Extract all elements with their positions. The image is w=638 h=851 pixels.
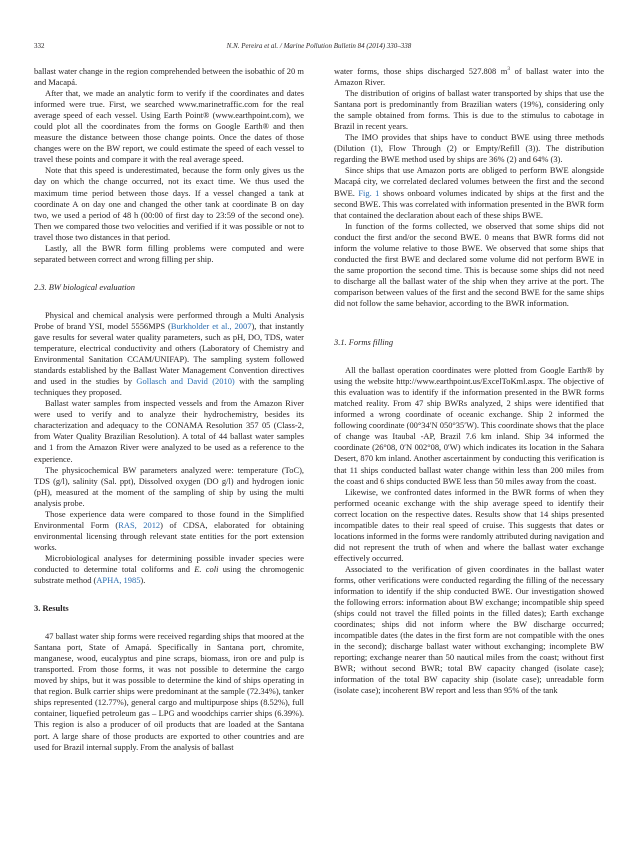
text: shows onboard volumes indicated by ships at the first and the second BWE. This was correlated with information presented in the BWR form that contained the declaration about each of these ships BWE. bbox=[334, 187, 604, 220]
text: using the chromogenic substrate method ( bbox=[34, 563, 304, 586]
citation-link[interactable]: Gollasch and David (2010) bbox=[136, 376, 235, 387]
section-heading-3: 3. Results bbox=[34, 603, 69, 614]
paragraph: Lastly, all the BWR form filling problems were computed and were separated between correct and wrong filling per ship. bbox=[34, 242, 304, 264]
text: water forms, those ships discharged 527.808 m bbox=[334, 66, 508, 76]
running-header bbox=[34, 40, 604, 52]
paragraph bbox=[334, 165, 604, 220]
paragraph: After that, we made an analytic form to verify if the coordinates and dates informed were true. First, we searched www.marinetraffic.com for the real average speed of each vessel. Using Earth Point® (www.earthpoint.com), we could plot all the coordinates from the forms on Google Earth® and then measure the distance between those change points. Once the dates of those changes were on the BW report, we could estimate the speed of each vessel to travel these points and compare it with the real average speed. bbox=[34, 88, 304, 165]
paragraph bbox=[34, 509, 304, 553]
journal-reference: N.N. Pereira et al. / Marine Pollution Bulletin 84 (2014) 330–338 bbox=[226, 42, 412, 50]
text: ). bbox=[140, 575, 146, 586]
paragraph bbox=[34, 553, 304, 586]
paragraph: 47 ballast water ship forms were received regarding ships that moored at the Santana port, State of Amapá. Specifically in Santana port, chromite, manganese, wood, eucalyptus and pine scraps, biomass, iron ore and pulp is transported. From those forms, it was not possible to determine the cargo moved by ships, but it was possible to determine the kind of ships operating in that region. Bulk carrier ships were predominant at the sample (72.34%), tanker ships represented (12.77%), general cargo and multipurpose ships (8.52%), full container, liquefied petroleum gas – LPG and woodchips carrier ships (6.39%). This region is also a producer of oil products that are loaded at the Santana port. A large share of those products are exported to other countries and are used for Brazil internal supply. From the analysis of ballast bbox=[34, 631, 304, 752]
citation-link[interactable]: RAS, 2012 bbox=[118, 519, 161, 530]
page-number: 332 bbox=[34, 42, 45, 50]
paragraph: The distribution of origins of ballast water transported by ships that use the Santana port is predominantly from Brazilian waters (19%), considering only the sample obtained from forms. This is due to the stimulus to cabotage in Brazil in recent years. bbox=[334, 88, 604, 132]
text: Physical and chemical analysis were performed through a Multi Analysis Probe of brand YSI, model 5556MPS ( bbox=[34, 309, 304, 331]
text: ), that instantly gave results for several water quality parameters, such as pH, DO, TDS, water temperature, electrical conductivity and others (Laboratory of Chemistry and Environmental Sanitation CCAM/UNIFAP). The sampling system followed standards established by the Ballast Water Management Convention directives and used in the studies by bbox=[34, 320, 305, 387]
paragraph bbox=[334, 66, 604, 88]
section-heading-2-3: 2.3. BW biological evaluation bbox=[34, 281, 135, 292]
section-heading-3-1: 3.1. Forms filling bbox=[334, 337, 394, 348]
right-column bbox=[334, 66, 604, 696]
citation-link[interactable]: Burkholder et al., 2007 bbox=[170, 320, 252, 331]
text: of ballast water into the Amazon River. bbox=[334, 66, 604, 88]
citation-link[interactable]: APHA, 1985 bbox=[96, 575, 141, 586]
paragraph: In function of the forms collected, we observed that some ships did not conduct the first and/or the second BWE. 0 means that BWR forms did not inform the volume relative to those BWE. We observed that some ships that conducted the first BWE and declared some volume did not perform BWE in the same proportion the second time. This is because some ships did not need to discharge all the ballast water of the ship when they arrive at the port. The comparison between values of the first and the second BWE for the same ships did not follow the same behavior, according to the BWR information. bbox=[334, 220, 604, 308]
italic-text: E. coli bbox=[194, 563, 219, 574]
paragraph: ballast water change in the region comprehended between the isobathic of 20 m and Macapá. bbox=[34, 66, 304, 88]
paragraph: The physicochemical BW parameters analyzed were: temperature (ToC), TDS (g/l), salinity (Sal. ppt), Dissolved oxygen (DO g/l) and hydrogen ionic (pH), measured at the moment of the sampling of ship by using the multi analysis probe. bbox=[34, 464, 304, 508]
text: Microbiological analyses for determining possible invader species were conducted to determine total coliforms and bbox=[34, 552, 304, 574]
paragraph bbox=[34, 310, 304, 398]
text: Those experience data were compared to those found in the Simplified Environmental Form ( bbox=[34, 508, 304, 530]
left-column bbox=[34, 66, 304, 753]
paragraph: Ballast water samples from inspected vessels and from the Amazon River were used to verify and to analyze their hydrochemistry, besides its characterization and adequacy to the CONAMA Resolution 357 05 (Class-2, from Water Quality Brazilian Resolution). A total of 44 ballast water samples and 1 from the Amazon River were analyzed to be used as a reference to the experience. bbox=[34, 398, 304, 464]
paragraph: Likewise, we confronted dates informed in the BWR forms of when they performed oceanic exchange with the ship average speed to identify their correct location on the respective dates. Results show that 14 ships presented incompatible dates to their real speed of cruise. This suggests that dates or locations informed in the forms were randomly attributed during navigation and did not represent the truth of when and where the ballast water exchange effectively occurred. bbox=[334, 486, 604, 563]
text: with the sampling techniques they proposed. bbox=[34, 376, 304, 398]
paragraph: All the ballast operation coordinates were plotted from Google Earth® by using the website http://www.earthpoint.us/ExcelToKml.aspx. The objective of this evaluation was to identify if the information presented in the BWR forms matched reality. From 47 ship BWRs analyzed, 2 ships were identified that informed a wrong coordinate of oceanic exchange. Ship 2 informed the following coordinate (00°34′N 050°35′W). This coordinate shows that the place of change was Itaubal -AP, Brazil 7.6 km inland. Ship 34 informed the coordinate (26°08, 0′N 002°08, 0′W) which indicates its location in the Sahara Desert, 870 km inland. Another ascertainment by conducting this verification is that 11 ships conducted ballast water change within less than 200 miles from the coast and 6 ships conducted BWE less than 50 miles away from the coast. bbox=[334, 365, 604, 486]
text: Since ships that use Amazon ports are obliged to perform BWE alongside Macapá city, we correlated declared volumes between the first and the second BWE. bbox=[334, 165, 604, 198]
figure-link[interactable]: Fig. 1 bbox=[358, 187, 380, 198]
superscript: 3 bbox=[507, 66, 511, 73]
paragraph: The IMO provides that ships have to conduct BWE using three methods (Dilution (1), Flow Through (2) or Empty/Refill (3)). The distribution regarding the BWE method used by ships are 36% (2) and 64% (3). bbox=[334, 132, 604, 165]
paragraph: Note that this speed is underestimated, because the form only gives us the day on which the change occurred, not its exact time. We thus used the maximum time period between those days. If a vessel changed a tank at coordinate A on day one and changed the other tank at coordinate B on day two, we used a period of 48 h (00:00 of first day to 23:59 of the second one). Then we compared those two velocities and verified if it was possible or not to travel those two distances in that period. bbox=[34, 165, 304, 242]
paragraph: Associated to the verification of given coordinates in the ballast water forms, other verifications were conducted regarding the filling of the necessary information to identify if the ship conducted BWE. Our investigation showed the following errors: information about BW exchange; incompatible ship speed (ships could not travel the filled points in the filled dates); Earth exchange coordinates; ships did not inform where the BW discharge occurred; incompatible dates (the dates in the first form are not compatible with the ones in the second); discharge ballast water without exchanging; incomplete BW reporting; exchange nearer than 50 nautical miles from the coast; without first BWR; without second BWR; total BW capacity changed (isolate case); information of the total BW capacity ship (isolate case); unreadable form (isolate case); incoherent BW report and less than 95% of the tank bbox=[334, 563, 604, 696]
text: ) of CDSA, elaborated for obtaining environmental licensing through relevant state entities for the port extension works. bbox=[34, 519, 304, 552]
